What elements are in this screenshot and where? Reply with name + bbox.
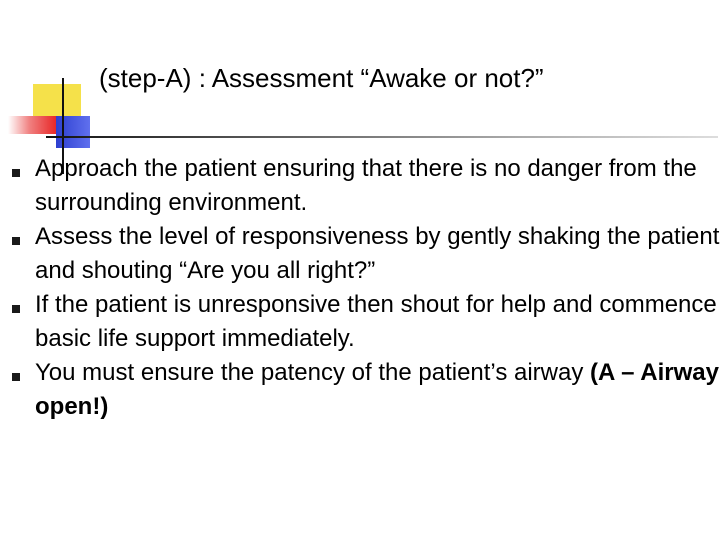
- bullet-text: If the patient is unresponsive then shout for help and commence basic life support immediately.: [35, 291, 717, 352]
- bullet-item: [0, 220, 720, 288]
- square-bullet-icon: [12, 237, 20, 245]
- slide-title: [99, 60, 544, 96]
- title-underline: [46, 136, 718, 138]
- square-bullet-icon: [12, 373, 20, 381]
- bullet-text: You must ensure the patency of the patient’s airway: [35, 359, 591, 386]
- square-bullet-icon: [12, 169, 20, 177]
- bullet-bold-text: (A – Airway open!): [35, 359, 719, 420]
- bullet-list: [0, 152, 720, 424]
- bullet-text: Assess the level of responsiveness by gently shaking the patient and shouting “Are you all right?”: [35, 223, 720, 284]
- square-bullet-icon: [12, 305, 20, 313]
- bullet-item: [0, 288, 720, 356]
- title-text: : Assessment “Awake or not?”: [191, 63, 544, 93]
- bullet-text: Approach the patient ensuring that there is no danger from the surrounding environment.: [35, 155, 697, 216]
- bullet-item: [0, 356, 720, 424]
- decorative-red-bar: [8, 116, 56, 134]
- bullet-item: [0, 152, 720, 220]
- title-step-prefix: (step-A): [99, 63, 192, 93]
